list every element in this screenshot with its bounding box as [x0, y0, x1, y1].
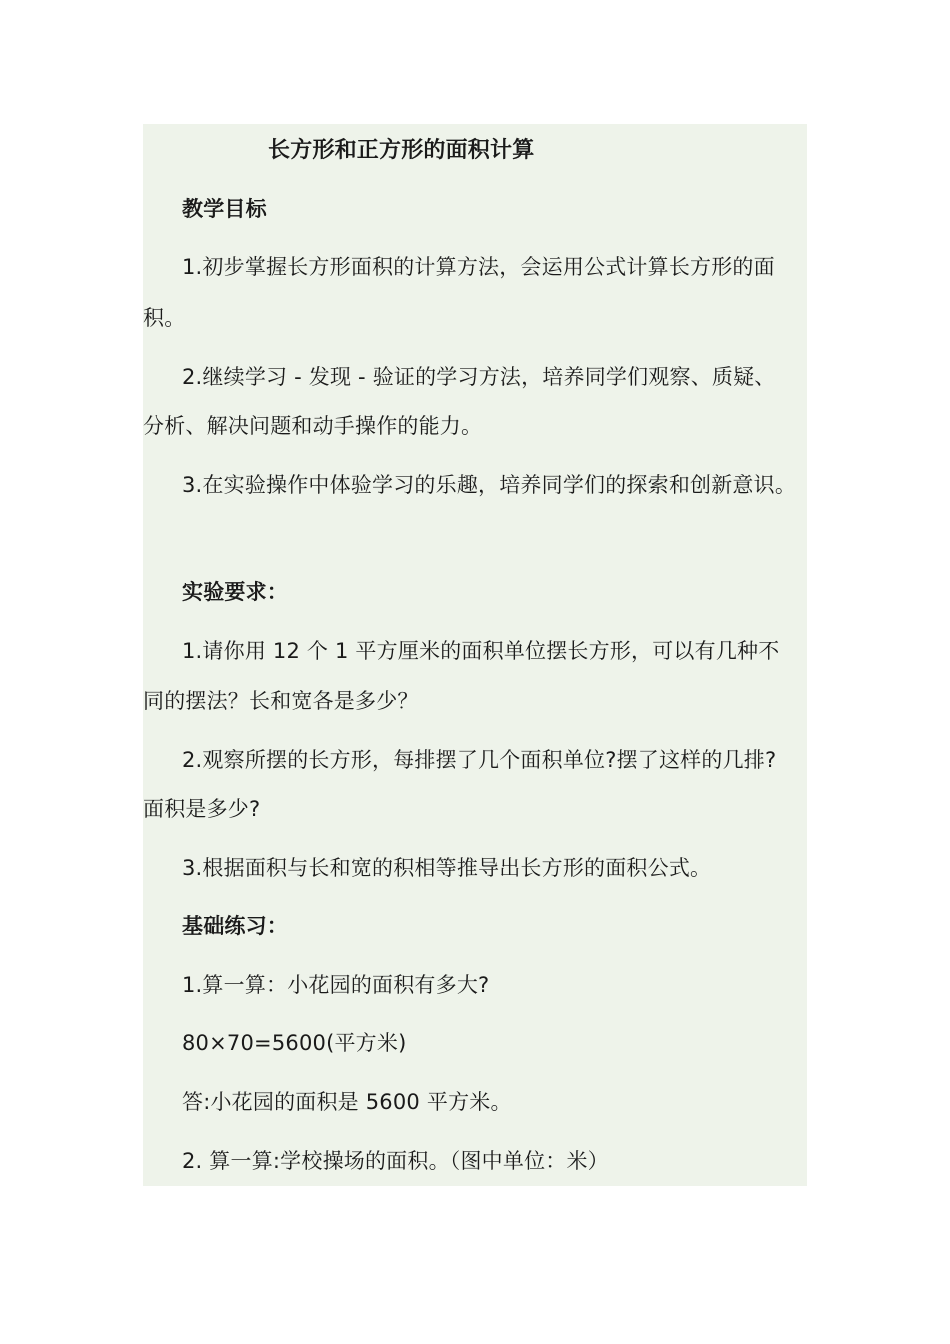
experiment-3-line-1: 3.根据面积与长和宽的积相等推导出长方形的面积公式。 — [182, 856, 712, 880]
experiment-1-line-1: 1.请你用 12 个 1 平方厘米的面积单位摆长方形，可以有几种不 — [182, 639, 780, 663]
practice-line-3: 答:小花园的面积是 5600 平方米。 — [182, 1090, 512, 1114]
practice-heading: 基础练习： — [182, 914, 288, 938]
document-title: 长方形和正方形的面积计算 — [268, 138, 535, 163]
experiment-2-line-1: 2.观察所摆的长方形，每排摆了几个面积单位?摆了这样的几排? — [182, 748, 777, 772]
objectives-heading: 教学目标 — [182, 197, 267, 221]
practice-line-2: 80×70=5600(平方米) — [182, 1031, 407, 1055]
objective-1-line-2: 积。 — [143, 306, 186, 330]
practice-line-4: 2. 算一算:学校操场的面积。（图中单位：米） — [182, 1149, 609, 1173]
practice-line-1: 1.算一算：小花园的面积有多大? — [182, 973, 490, 997]
experiment-heading: 实验要求： — [182, 580, 288, 604]
objective-2-line-1: 2.继续学习 - 发现 - 验证的学习方法，培养同学们观察、质疑、 — [182, 365, 776, 389]
objective-1-line-1: 1.初步掌握长方形面积的计算方法，会运用公式计算长方形的面 — [182, 255, 775, 279]
experiment-1-line-2: 同的摆法？长和宽各是多少？ — [143, 689, 419, 713]
objective-2-line-2: 分析、解决问题和动手操作的能力。 — [143, 414, 483, 438]
objective-3-line-1: 3.在实验操作中体验学习的乐趣，培养同学们的探索和创新意识。 — [182, 473, 797, 497]
experiment-2-line-2: 面积是多少? — [143, 797, 261, 821]
